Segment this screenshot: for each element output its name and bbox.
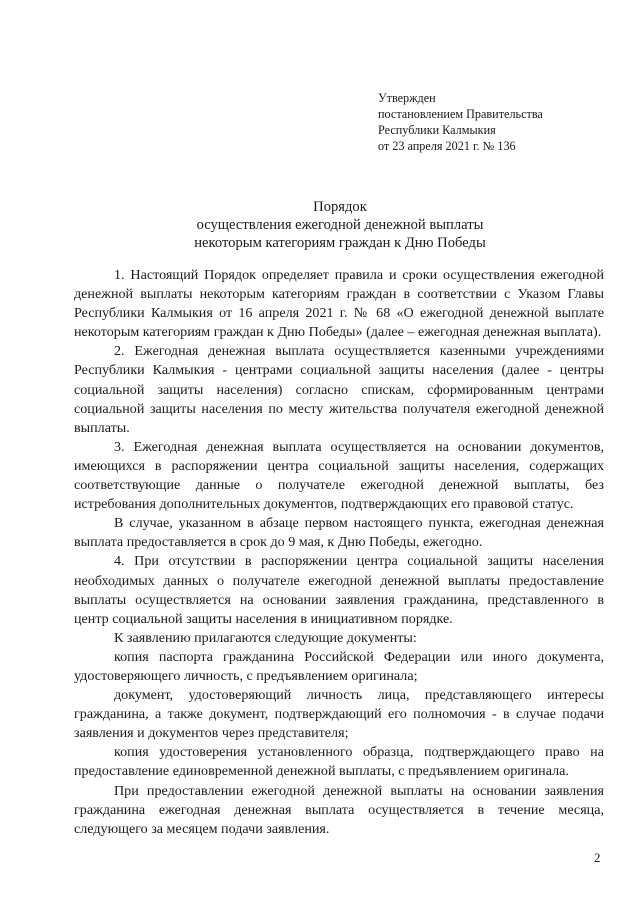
paragraph: копия паспорта гражданина Российской Федерации или иного документа, удостоверяющего личность, с предъявлением оригинала; (74, 648, 604, 684)
paragraph: 2. Ежегодная денежная выплата осуществляется казенными учреждениями Республики Калмыкия - центрами социальной защиты населения (далее - центры социальной защиты населения) согласно спискам, сформированным центрами социальной защиты населения по месту жительства получателя ежегодной денежной выплаты. (74, 343, 604, 436)
paragraph: К заявлению прилагаются следующие документы: (114, 629, 417, 646)
title-line: Порядок (313, 199, 367, 215)
title-line: некоторым категориям граждан к Дню Победы (194, 235, 486, 251)
paragraph: 3. Ежегодная денежная выплата осуществляется на основании документов, имеющихся в распоряжении центра социальной защиты населения, содержащих соответствующие данные о получателе ежегодной денежной выплаты, без истребования дополнительных документов, подтверждающих его правовой статус. (74, 438, 604, 513)
document-title (60, 198, 620, 252)
paragraph: 4. При отсутствии в распоряжении центра социальной защиты населения необходимых данных о получателе ежегодной денежной выплаты предоставление выплаты осуществляется на основании заявления гражданина, представленного в центр социальной защиты населения в инициативном порядке. (74, 553, 604, 627)
approval-stamp (378, 90, 543, 154)
paragraph: копия удостоверения установленного образца, подтверждающего право на предоставление единовременной денежной выплаты, с предъявлением оригинала. (74, 744, 604, 780)
paragraph: документ, удостоверяющий личность лица, представляющего интересы гражданина, а также документ, подтверждающий его полномочия - в случае подачи заявления и документов через представителя; (74, 687, 604, 742)
title-line: осуществления ежегодной денежной выплаты (196, 217, 484, 233)
page-number: 2 (594, 850, 601, 865)
approval-line: Республики Калмыкия (378, 123, 496, 137)
document-body (74, 266, 604, 839)
paragraph: В случае, указанном в абзаце первом настоящего пункта, ежегодная денежная выплата предоставляется в срок до 9 мая, к Дню Победы, ежегодно. (74, 515, 604, 551)
paragraph: При предоставлении ежегодной денежной выплаты на основании заявления гражданина ежегодная денежная выплата осуществляется в течение месяца, следующего за месяцем подачи заявления. (74, 782, 604, 837)
paragraph: 1. Настоящий Порядок определяет правила и сроки осуществления ежегодной денежной выплаты некоторым категориям граждан в соответствии с Указом Главы Республики Калмыкия от 16 апреля 2021 г. № 68 «О ежегодной денежной выплате некоторым категориям граждан к Дню Победы» (далее – ежегодная денежная выплата). (74, 267, 604, 341)
approval-line: от 23 апреля 2021 г. № 136 (378, 139, 516, 153)
approval-line: постановлением Правительства (378, 107, 543, 121)
approval-line: Утвержден (378, 91, 436, 105)
